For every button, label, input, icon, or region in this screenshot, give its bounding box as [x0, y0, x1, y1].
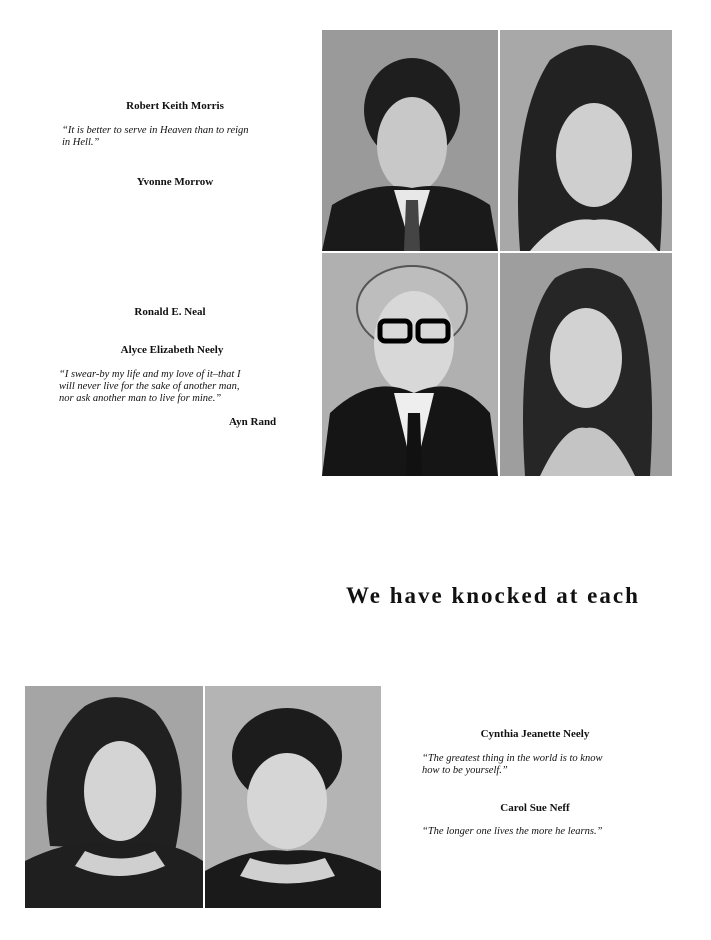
student-name-yvonne-morrow: Yvonne Morrow [136, 176, 214, 188]
quote-line: “The greatest thing in the world is to know [422, 753, 603, 764]
student-name-cynthia-neely: Cynthia Jeanette Neely [480, 728, 590, 740]
quote-line: nor ask another man to live for mine.” [59, 393, 222, 404]
student-quote-carol-neff [422, 826, 672, 838]
quote-line: “The longer one lives the more he learns.” [422, 826, 603, 837]
student-name-alyce-neely: Alyce Elizabeth Neely [120, 344, 224, 356]
portrait-photo-carol-neff [205, 686, 381, 908]
student-name-ronald-neal: Ronald E. Neal [134, 306, 206, 318]
quote-author-ayn-rand: Ayn Rand [229, 416, 277, 428]
portrait-photo-ronald-neal [322, 253, 498, 476]
student-quote-robert-morris [62, 125, 302, 149]
quote-line: will never live for the sake of another man, [59, 381, 240, 392]
portrait-photo-alyce-neely [500, 253, 672, 476]
banner-text: We have knocked at each [346, 583, 640, 608]
quote-line: how to be yourself.” [422, 765, 508, 776]
student-name-carol-neff: Carol Sue Neff [500, 802, 570, 814]
quote-line: “It is better to serve in Heaven than to reign [62, 125, 249, 136]
student-quote-cynthia-neely [422, 753, 672, 777]
student-name-robert-morris: Robert Keith Morris [126, 100, 224, 112]
student-quote-alyce-neely [59, 369, 299, 405]
portrait-photo-cynthia-neely [25, 686, 203, 908]
quote-line: in Hell.” [62, 137, 100, 148]
portrait-photo-yvonne-morrow [500, 30, 672, 251]
quote-line: “I swear-by my life and my love of it–that I [59, 369, 241, 380]
portrait-photo-robert-morris [322, 30, 498, 251]
